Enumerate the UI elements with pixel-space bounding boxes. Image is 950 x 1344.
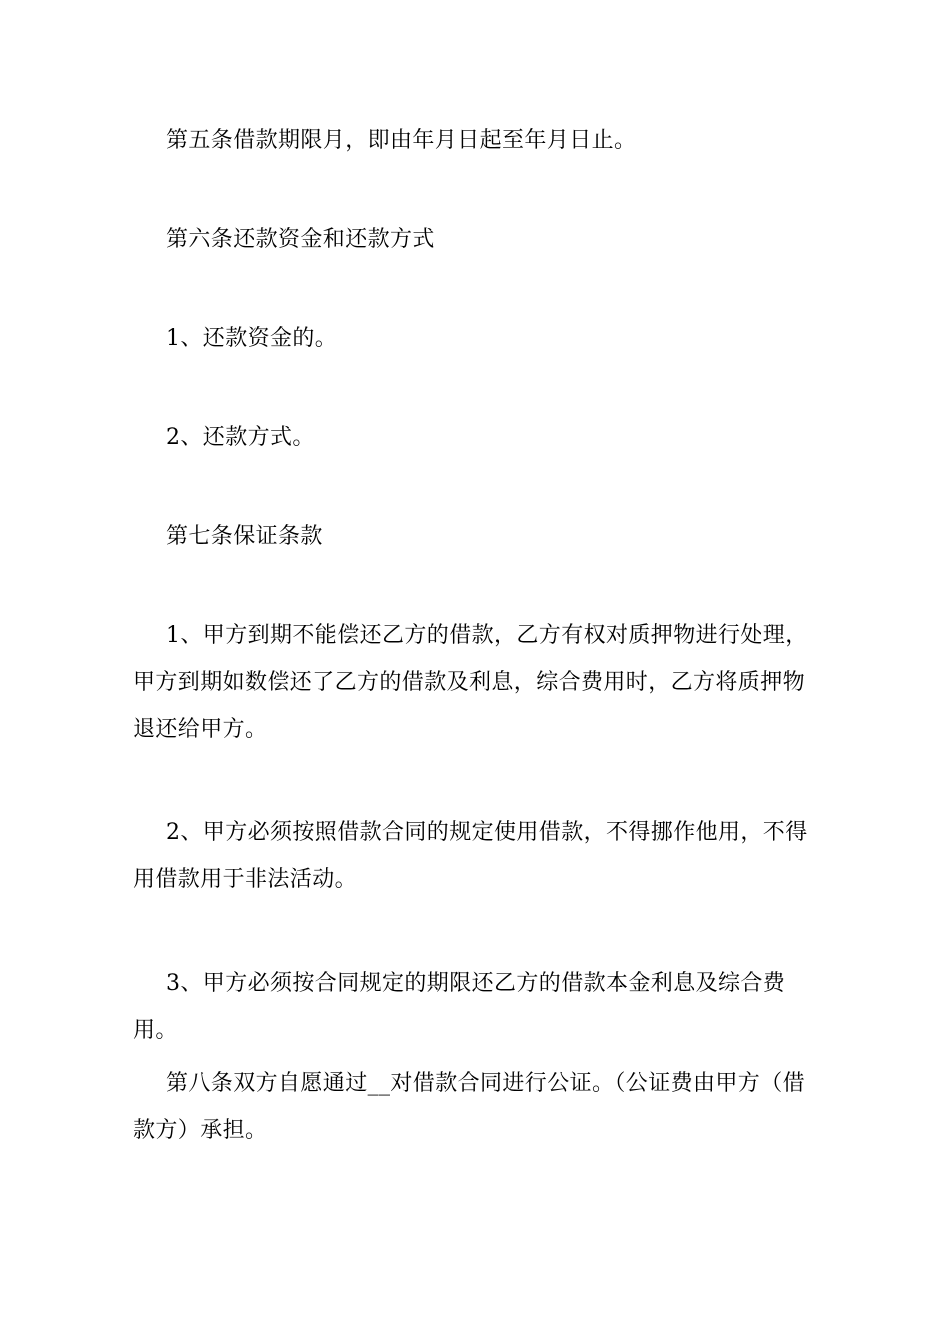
article-5-loan-term: 第五条借款期限月，即由年月日起至年月日止。 <box>166 128 637 153</box>
article-7-item-1: 1、甲方到期不能偿还乙方的借款，乙方有权对质押物进行处理，甲方到期如数偿还了乙方的借款及利息，综合费用时，乙方将质押物退还给甲方。 <box>133 623 808 742</box>
article-7-heading: 第七条保证条款 <box>166 524 323 549</box>
article-7-item-3: 3、甲方必须按合同规定的期限还乙方的借款本金利息及综合费用。 <box>133 971 786 1043</box>
article-7-item-2: 2、甲方必须按照借款合同的规定使用借款，不得挪作他用，不得用借款用于非法活动。 <box>133 820 808 892</box>
article-6-item-2: 2、还款方式。 <box>166 425 315 450</box>
article-8-notarization: 第八条双方自愿通过__对借款合同进行公证。（公证费由甲方（借款方）承担。 <box>133 1071 806 1143</box>
article-6-item-1: 1、还款资金的。 <box>166 326 338 351</box>
article-6-heading: 第六条还款资金和还款方式 <box>166 227 435 252</box>
